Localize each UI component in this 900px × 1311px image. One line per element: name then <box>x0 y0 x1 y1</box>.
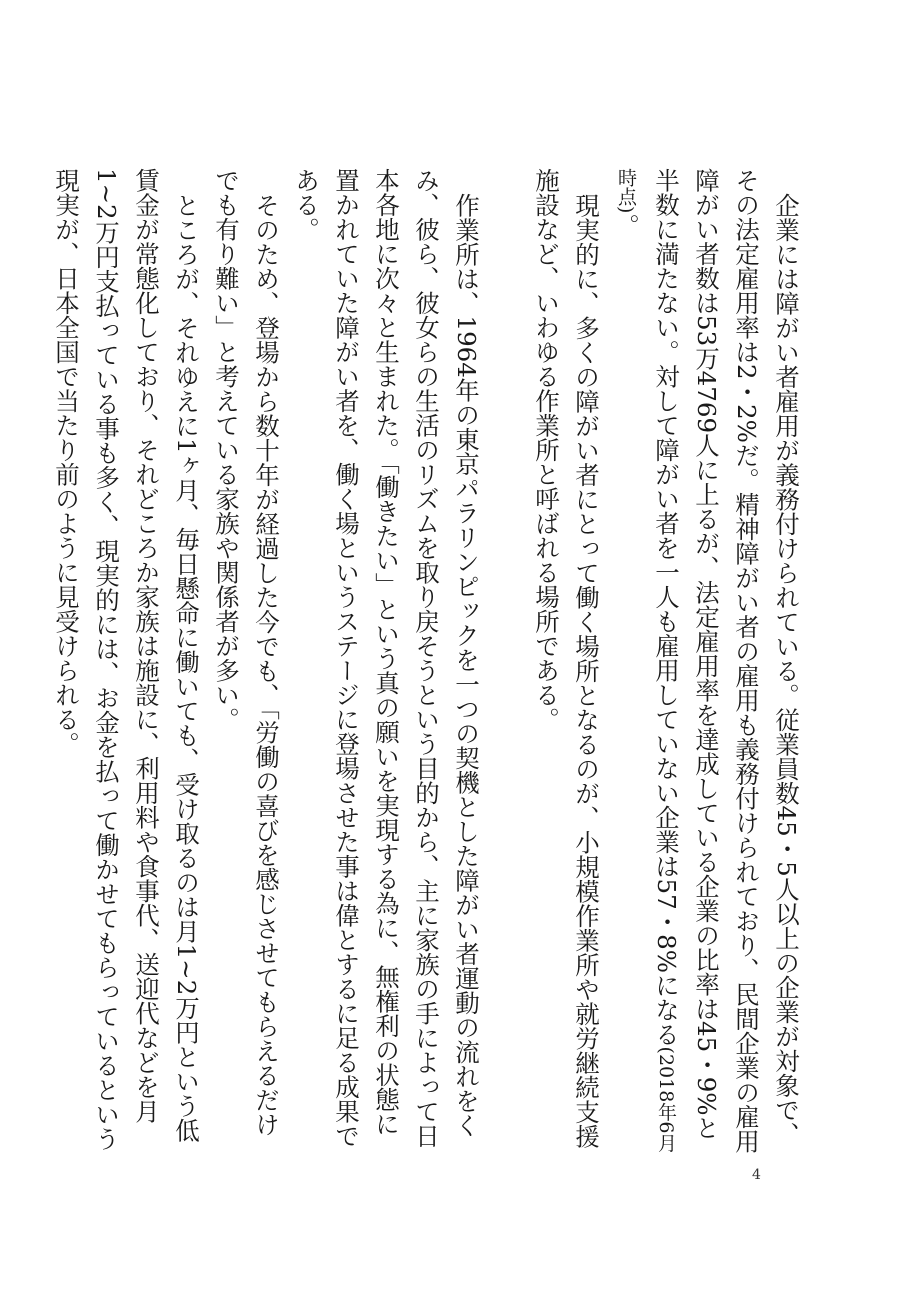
vertical-text-body <box>52 168 806 1158</box>
paragraph-workshops-history: 作業所は、1964年の東京パラリンピックを一つの契機とした障がい者運動の流れをくみ、彼ら、彼女らの生活のリズムを取り戻そうという目的から、主に家族の手によって日本各地に次々と生まれた。「働きたい」という真の願いを実現する為に、無権利の状態に置かれていた障がい者を、働く場というステージに登場させた事は偉とするに足る成果である。 <box>292 168 481 1148</box>
section-break <box>486 168 526 1158</box>
paragraph-families-view: そのため、登場から数十年が経過した今でも、「労働の喜びを感じさせてもらえるだけでも有り難い」と考えている家族や関係者が多い。 <box>212 168 281 1136</box>
paragraph-low-wages: ところが、それゆえに1ヶ月、毎日懸命に働いても、受け取るのは月1~2万円という低賃金が常態化しており、それどころか家族は施設に、利用料や食事代、送迎代などを月1~2万円支払っている事も多く、現実的には、お金を払って働かせてもらっているという現実が、日本全国で当たり前のように見受けられる。 <box>52 168 201 1151</box>
paragraph-workshops-intro: 現実的に、多くの障がい者にとって働く場所となるのが、小規模作業所や就労継続支援施設など、いわゆる作業所と呼ばれる場所である。 <box>532 168 601 1148</box>
paragraph-employment-obligation <box>606 168 806 1158</box>
paragraph-end-mark: 。 <box>612 213 641 238</box>
paragraph-employment-obligation-text: 企業には障がい者雇用が義務付けられている。従業員数45・5人以上の企業が対象で、その法定雇用率は2・2%だ。精神障がい者の雇用も義務付けられており、民間企業の雇用障がい者数は53万4769人に上るが、法定雇用率を達成している企業の比率は45・9%と半数に満たない。対して障がい者を一人も雇用していない企業は57・8%になる <box>652 168 801 1154</box>
page-number: 4 <box>752 1167 761 1183</box>
date-note: (2018年6月時点) <box>615 168 677 1153</box>
